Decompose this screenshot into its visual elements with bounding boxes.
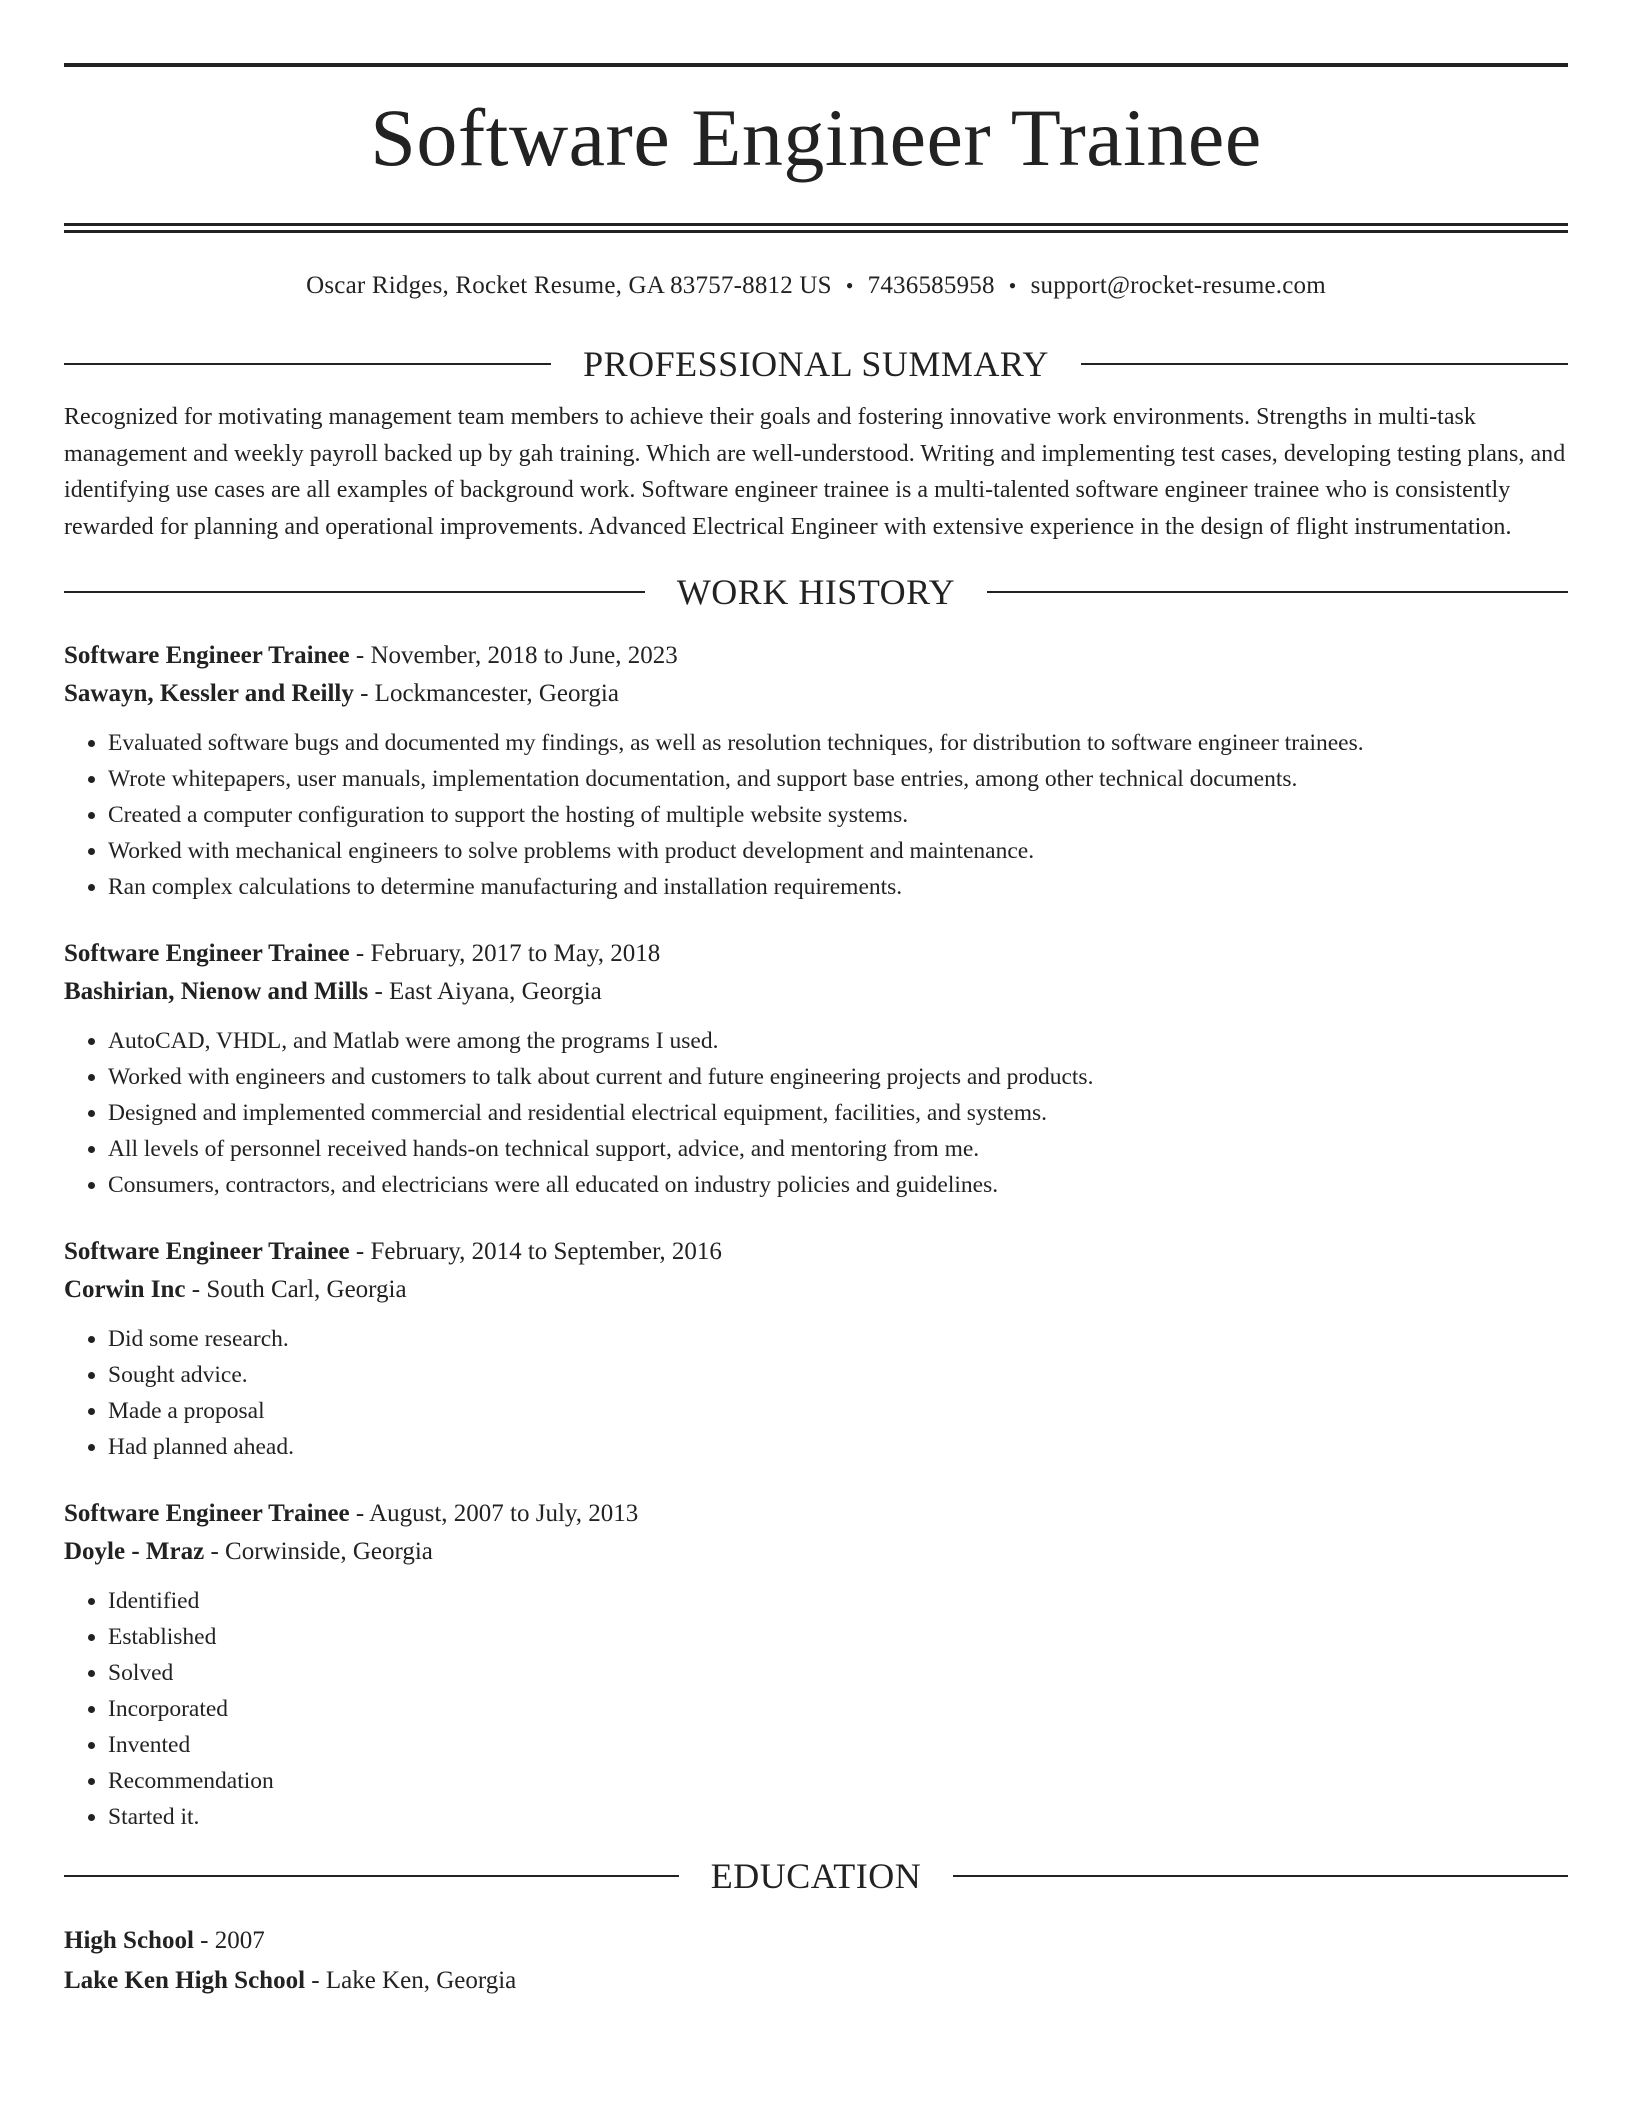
- contact-separator: •: [1008, 273, 1017, 298]
- job-bullet: • Designed and implemented commercial and residential electrical equipment, facilities, and systems.: [108, 1095, 1568, 1131]
- summary-text: Recognized for motivating management team members to achieve their goals and fostering innovative work environments. Strengths in multi-task management and weekly payroll backed up by gah training. Which are well-understood. Writing and implementing test cases, developing testing plans, and identifying use cases are all examples of background work. Software engineer trainee is a multi-talented software engineer trainee who is consistently rewarded for planning and operational improvements. Advanced Electrical Engineer with extensive experience in the design of flight instrumentation.: [64, 404, 1566, 540]
- resume-name: Software Engineer Trainee: [370, 92, 1262, 183]
- section-divider-right: [1081, 363, 1568, 365]
- job-role: Software Engineer Trainee: [64, 642, 350, 669]
- job-location: - Corwinside, Georgia: [204, 1538, 433, 1565]
- job-bullet: • Worked with mechanical engineers to solve problems with product development and maintenance.: [108, 833, 1568, 869]
- header-double-divider: [64, 223, 1568, 233]
- job-company-line: [64, 675, 1568, 713]
- education-school: Lake Ken High School: [64, 1967, 306, 1994]
- job-company-line: [64, 973, 1568, 1011]
- education-school-line: [64, 1961, 1568, 2001]
- job-role: Software Engineer Trainee: [64, 1238, 350, 1265]
- section-divider-right: [953, 1875, 1568, 1877]
- job-company: Doyle - Mraz: [64, 1538, 205, 1565]
- contact-email: support@rocket-resume.com: [1030, 272, 1326, 299]
- section-divider-left: [64, 591, 645, 593]
- job-bullet: • Identified: [108, 1583, 1568, 1619]
- job-title-line: [64, 637, 1568, 675]
- job-company-line: [64, 1271, 1568, 1309]
- jobs-list: [64, 637, 1568, 1835]
- job-dates: - February, 2014 to September, 2016: [349, 1238, 722, 1265]
- contact-address: Oscar Ridges, Rocket Resume, GA 83757-8812 US: [306, 272, 832, 299]
- section-divider-left: [64, 1875, 679, 1877]
- job-role: Software Engineer Trainee: [64, 940, 350, 967]
- contact-line: [64, 269, 1568, 303]
- job-bullet: • Invented: [108, 1727, 1568, 1763]
- job-company-line: [64, 1533, 1568, 1571]
- section-title: WORK HISTORY: [676, 572, 956, 612]
- job-entry: [64, 935, 1568, 1203]
- job-bullet: • Solved: [108, 1655, 1568, 1691]
- job-bullet: • Wrote whitepapers, user manuals, implementation documentation, and support base entries, among other technical documents.: [108, 761, 1568, 797]
- education-entry: [64, 1921, 1568, 2001]
- job-bullet: • Evaluated software bugs and documented my findings, as well as resolution techniques, for distribution to software engineer trainees.: [108, 725, 1568, 761]
- section-title: PROFESSIONAL SUMMARY: [583, 344, 1049, 384]
- job-bullet: • Consumers, contractors, and electricians were all educated on industry policies and guidelines.: [108, 1167, 1568, 1203]
- job-bullet: • Had planned ahead.: [108, 1429, 1568, 1465]
- job-bullet: • Did some research.: [108, 1321, 1568, 1357]
- contact-phone: 7436585958: [867, 272, 995, 299]
- job-location: - East Aiyana, Georgia: [368, 978, 602, 1005]
- job-entry: [64, 1495, 1568, 1835]
- job-bullet: • Recommendation: [108, 1763, 1568, 1799]
- section-header-summary: [64, 341, 1568, 387]
- job-dates: - August, 2007 to July, 2013: [349, 1500, 639, 1527]
- job-bullet: • Started it.: [108, 1799, 1568, 1835]
- job-bullet: • AutoCAD, VHDL, and Matlab were among the programs I used.: [108, 1023, 1568, 1059]
- section-header-education: [64, 1853, 1568, 1899]
- job-bullet: • Made a proposal: [108, 1393, 1568, 1429]
- resume-page: [64, 0, 1568, 2001]
- job-bullet: • Sought advice.: [108, 1357, 1568, 1393]
- top-divider: [64, 63, 1568, 67]
- education-year: - 2007: [193, 1927, 265, 1954]
- job-entry: [64, 1233, 1568, 1465]
- job-bullet: • Incorporated: [108, 1691, 1568, 1727]
- job-bullets: [64, 1321, 1568, 1465]
- job-bullet: • Created a computer configuration to support the hosting of multiple website systems.: [108, 797, 1568, 833]
- job-bullets: [64, 725, 1568, 905]
- job-bullet: • Ran complex calculations to determine manufacturing and installation requirements.: [108, 869, 1568, 905]
- job-company: Sawayn, Kessler and Reilly: [64, 680, 354, 707]
- job-title-line: [64, 1495, 1568, 1533]
- job-company: Corwin Inc: [64, 1276, 186, 1303]
- job-location: - South Carl, Georgia: [185, 1276, 407, 1303]
- section-divider-left: [64, 363, 551, 365]
- job-title-line: [64, 935, 1568, 973]
- job-role: Software Engineer Trainee: [64, 1500, 350, 1527]
- section-title: EDUCATION: [710, 1856, 922, 1896]
- job-bullets: [64, 1583, 1568, 1835]
- job-bullet: • Worked with engineers and customers to talk about current and future engineering projects and products.: [108, 1059, 1568, 1095]
- job-entry: [64, 637, 1568, 905]
- job-bullets: [64, 1023, 1568, 1203]
- section-divider-right: [987, 591, 1568, 593]
- education-degree-line: [64, 1921, 1568, 1961]
- job-company: Bashirian, Nienow and Mills: [64, 978, 369, 1005]
- contact-separator: •: [845, 273, 854, 298]
- education-location: - Lake Ken, Georgia: [305, 1967, 517, 1994]
- job-title-line: [64, 1233, 1568, 1271]
- job-dates: - November, 2018 to June, 2023: [349, 642, 678, 669]
- job-bullet: • All levels of personnel received hands-on technical support, advice, and mentoring from me.: [108, 1131, 1568, 1167]
- education-degree: High School: [64, 1927, 194, 1954]
- job-location: - Lockmancester, Georgia: [353, 680, 619, 707]
- section-header-work: [64, 569, 1568, 615]
- job-dates: - February, 2017 to May, 2018: [349, 940, 661, 967]
- job-bullet: • Established: [108, 1619, 1568, 1655]
